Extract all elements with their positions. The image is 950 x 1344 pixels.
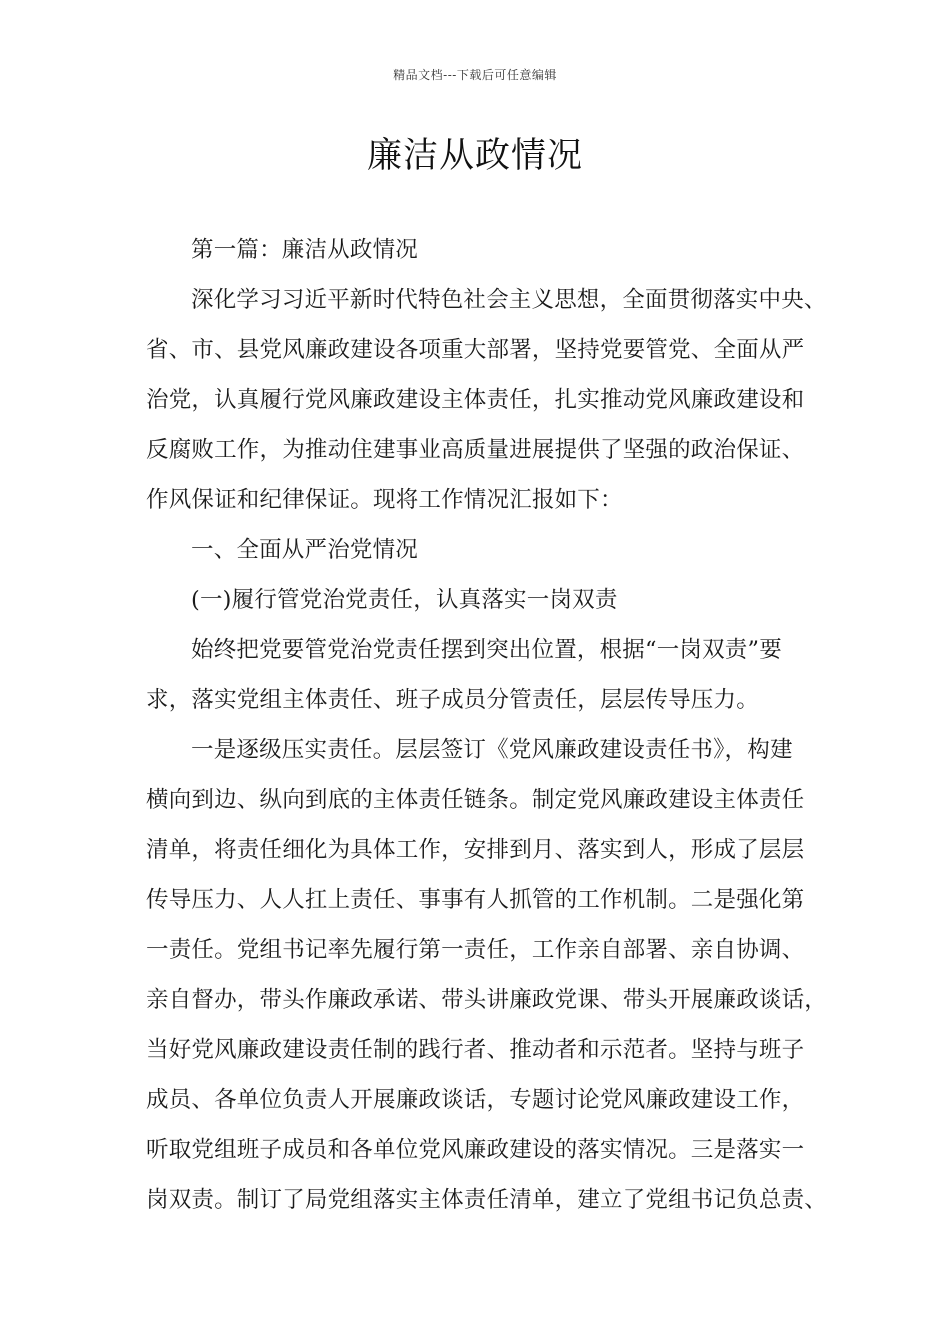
- header-note: 精品文档---下载后可任意编辑: [393, 68, 557, 82]
- body-line: 当好党风廉政建设责任制的践行者、推动者和示范者。坚持与班子: [146, 1037, 805, 1063]
- body-line: 亲自督办，带头作廉政承诺、带头讲廉政党课、带头开展廉政谈话，: [146, 987, 828, 1013]
- body-line: 听取党组班子成员和各单位党风廉政建设的落实情况。三是落实一: [146, 1137, 805, 1163]
- document-title: 廉洁从政情况: [366, 136, 583, 176]
- body-line: 治党，认真履行党风廉政建设主体责任，扎实推动党风廉政建设和: [146, 387, 805, 413]
- body-line: 作风保证和纪律保证。现将工作情况汇报如下：: [146, 487, 623, 513]
- body-line: 传导压力、人人扛上责任、事事有人抓管的工作机制。二是强化第: [146, 887, 805, 913]
- body-line: 一责任。党组书记率先履行第一责任，工作亲自部署、亲自协调、: [146, 937, 805, 963]
- body-line: 省、市、县党风廉政建设各项重大部署，坚持党要管党、全面从严: [146, 337, 805, 363]
- body-line: 第一篇：廉洁从政情况: [191, 237, 419, 263]
- body-line: 成员、各单位负责人开展廉政谈话，专题讨论党风廉政建设工作，: [146, 1087, 805, 1113]
- body-line: 反腐败工作，为推动住建事业高质量进展提供了坚强的政治保证、: [146, 437, 805, 463]
- body-line: 求，落实党组主体责任、班子成员分管责任，层层传导压力。: [146, 687, 759, 713]
- body-line: 一、全面从严治党情况: [191, 537, 419, 563]
- body-line: 横向到边、纵向到底的主体责任链条。制定党风廉政建设主体责任: [146, 787, 805, 813]
- body-line: 始终把党要管党治党责任摆到突出位置，根据“一岗双责”要: [191, 637, 782, 663]
- document-body: [146, 225, 826, 1225]
- body-line: 清单，将责任细化为具体工作，安排到月、落实到人，形成了层层: [146, 837, 805, 863]
- body-line: (一)履行管党治党责任，认真落实一岗双责: [191, 587, 618, 613]
- body-line: 深化学习习近平新时代特色社会主义思想，全面贯彻落实中央、: [191, 287, 827, 313]
- body-line: 一是逐级压实责任。层层签订《党风廉政建设责任书》，构建: [191, 737, 793, 763]
- body-line: 岗双责。制订了局党组落实主体责任清单，建立了党组书记负总责、: [146, 1187, 828, 1213]
